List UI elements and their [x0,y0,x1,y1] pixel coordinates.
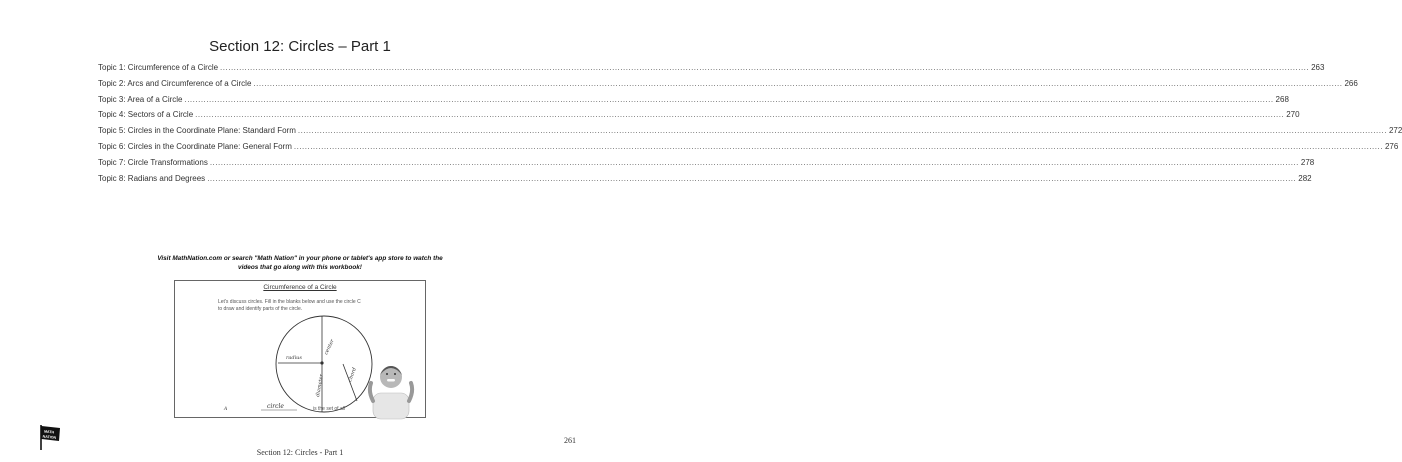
toc-item-page: 278 [1300,157,1315,167]
toc-item[interactable] [98,173,1312,190]
section-title: Section 12: Circles – Part 1 [209,38,391,55]
toc-leader-dots: ................................................................................................................................................................................................................................................................................................................................................................................................................ [253,78,1343,88]
video-instructions-line-1: Let's discuss circles. Fill in the blanks below and use the circle C [218,299,361,305]
toc-item-page: 268 [1275,94,1289,104]
toc-item-label: Topic 5: Circles in the Coordinate Plane: Standard Form [98,126,296,136]
toc-item[interactable] [98,110,1300,126]
video-thumbnail[interactable] [174,280,426,418]
toc-item-label: Topic 2: Arcs and Circumference of a Circle [98,78,252,88]
toc-item[interactable] [98,126,1402,142]
toc-leader-dots: ................................................................................................................................................................................................................................................................................................................................................................................................................ [293,141,1383,151]
toc-item[interactable] [98,141,1399,158]
toc-leader-dots: ................................................................................................................................................................................................................................................................................................................................................................................................................ [209,157,1299,167]
toc-leader-dots: ................................................................................................................................................................................................................................................................................................................................................................................................................ [207,173,1297,183]
promo-line-1: Visit MathNation.com or search "Math Nation" in your phone or tablet's app store to watch the [157,255,443,262]
page-footer: Section 12: Circles - Part 1 [256,448,344,457]
video-title: Circumference of a Circle [263,284,337,291]
center-label: center [323,338,336,356]
circle-word: circle [267,403,284,410]
toc-item[interactable] [98,63,1325,79]
toc-item-page: 282 [1298,173,1312,183]
toc-item-page: 263 [1311,63,1325,72]
toc-item[interactable] [98,94,1289,111]
toc-item-page: 272 [1388,126,1402,136]
svg-text:MATH: MATH [43,429,55,435]
toc-item[interactable] [98,78,1358,95]
promo-line-2: videos that go along with this workbook! [238,264,362,271]
math-nation-logo [39,424,61,450]
video-instructions-line-2: to draw and identify parts of the circle. [218,306,303,312]
circle-outline [276,316,372,412]
toc-leader-dots: ................................................................................................................................................................................................................................................................................................................................................................................................................ [195,110,1285,120]
presenter-image [367,357,415,417]
toc-leader-dots: ................................................................................................................................................................................................................................................................................................................................................................................................................ [184,94,1274,104]
center-point [320,361,323,364]
toc-item-page: 266 [1344,78,1358,88]
toc-item-page: 276 [1384,141,1399,151]
toc-item-label: Topic 4: Sectors of a Circle [98,110,194,120]
toc-item-label: Topic 6: Circles in the Coordinate Plane: General Form [98,141,292,151]
bottom-prefix: A [224,407,228,412]
promo-text [120,254,480,272]
radius-label: radius [286,355,302,361]
toc-item[interactable] [98,157,1315,174]
svg-text:NATION: NATION [42,434,57,440]
toc-item-label: Topic 8: Radians and Degrees [98,173,206,183]
chord-label: chord [347,366,358,383]
diameter-label: diameter [315,373,325,398]
toc-item-label: Topic 7: Circle Transformations [98,157,208,167]
toc-item-label: Topic 3: Area of a Circle [98,94,183,104]
page-number: 261 [564,436,576,445]
toc-leader-dots: ................................................................................................................................................................................................................................................................................................................................................................................................................ [297,126,1387,136]
toc-leader-dots: ................................................................................................................................................................................................................................................................................................................................................................................................................ [220,63,1310,72]
table-of-contents [98,63,1402,189]
toc-item-page: 270 [1286,110,1300,120]
bottom-suffix: is the set of all [313,406,345,412]
toc-item-label: Topic 1: Circumference of a Circle [98,63,219,72]
